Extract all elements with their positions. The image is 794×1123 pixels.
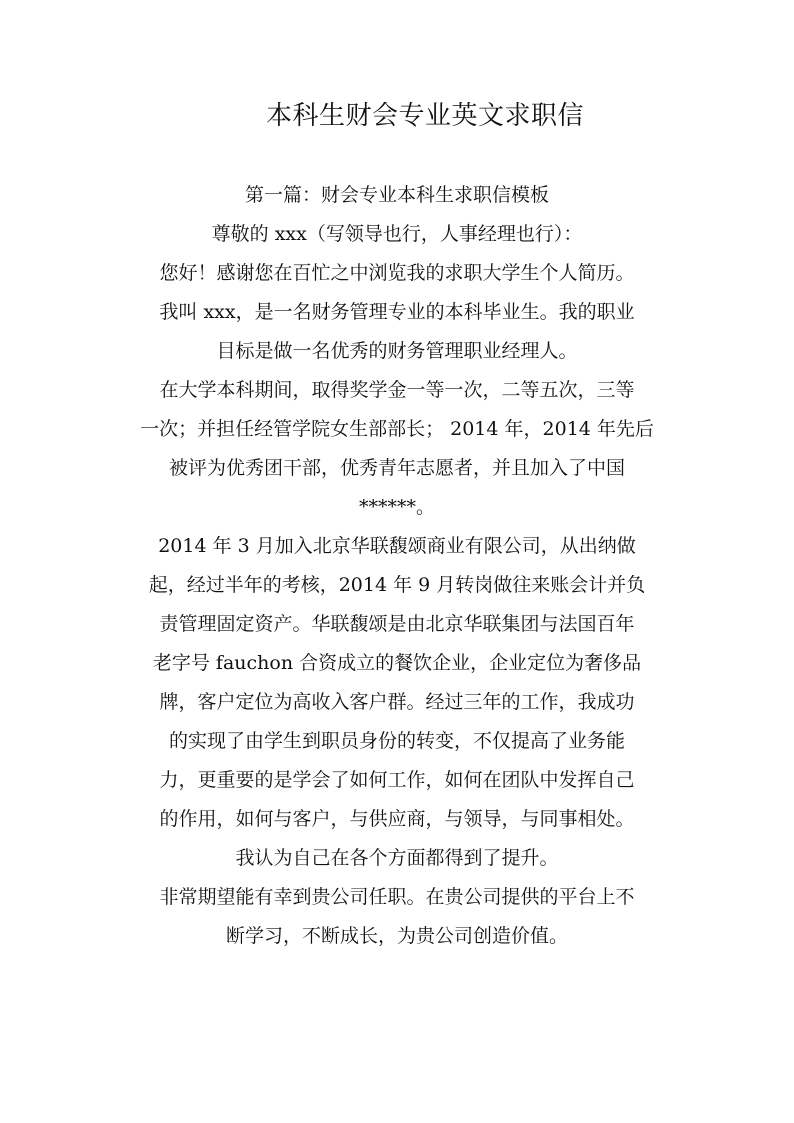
body-line: 2014 年 3 月加入北京华联馥颂商业有限公司，从出纳做 — [158, 535, 636, 557]
section-heading: 第一篇：财会专业本科生求职信模板 — [244, 184, 549, 206]
body-line: 被评为优秀团干部，优秀青年志愿者，并且加入了中国 — [168, 457, 625, 479]
body-line: 一次；并担任经管学院女生部部长； 2014 年，2014 年先后 — [140, 418, 654, 440]
document-body — [100, 176, 694, 956]
body-line: 在大学本科期间，取得奖学金一等一次，二等五次，三等 — [159, 379, 635, 401]
body-line: 我认为自己在各个方面都得到了提升。 — [235, 847, 559, 869]
salutation: 尊敬的 xxx（写领导也行，人事经理也行）： — [211, 223, 583, 245]
body-line: 力，更重要的是学会了如何工作，如何在团队中发挥自己 — [159, 769, 635, 791]
body-line: 牌，客户定位为高收入客户群。经过三年的工作，我成功 — [159, 691, 635, 713]
body-line: 责管理固定资产。华联馥颂是由北京华联集团与法国百年 — [159, 613, 635, 635]
body-line: 非常期望能有幸到贵公司任职。在贵公司提供的平台上不 — [159, 886, 635, 908]
body-line: 的作用，如何与客户，与供应商，与领导，与同事相处。 — [159, 808, 635, 830]
document-title: 本科生财会专业英文求职信 — [265, 101, 584, 131]
body-line: 目标是做一名优秀的财务管理职业经理人。 — [216, 340, 578, 362]
body-line: 的实现了由学生到职员身份的转变，不仅提高了业务能 — [168, 730, 625, 752]
body-line: 起，经过半年的考核，2014 年 9 月转岗做往来账会计并负 — [148, 574, 646, 596]
body-line: 您好！感谢您在百忙之中浏览我的求职大学生个人简历。 — [159, 262, 635, 284]
body-line: 我叫 xxx，是一名财务管理专业的本科毕业生。我的职业 — [159, 301, 635, 323]
body-line: 断学习，不断成长，为贵公司创造价值。 — [225, 925, 568, 947]
body-line: 老字号 fauchon 合资成立的餐饮企业，企业定位为奢侈品 — [152, 652, 642, 674]
body-line: ******。 — [358, 496, 435, 518]
